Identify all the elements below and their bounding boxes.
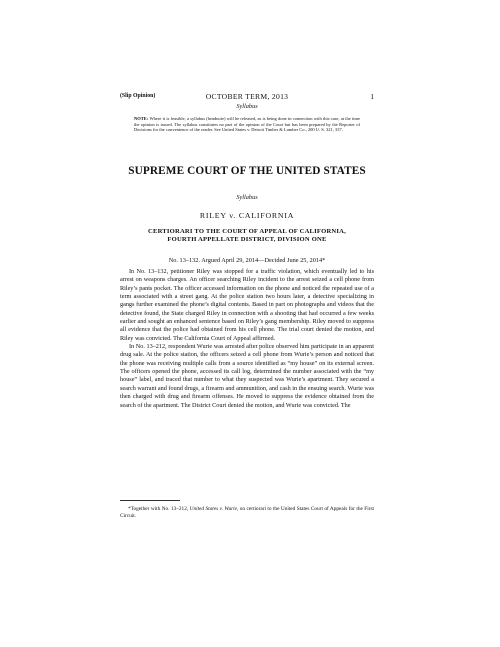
slip-opinion-label: (Slip Opinion) [120, 93, 156, 99]
note-text: Where it is feasible, a syllabus (headnote) will be released, as is being done in connection with this case, at the time the opinion is issued. The syllabus constitutes no part of the opinion of the Court but has been prepared by the Reporter of Decisions for the convenience of the reader. See United States v. Detroit Timber & Lumber Co., 200 U. S. 321, 337. [134, 116, 361, 133]
body-paragraph-riley: In No. 13–132, petitioner Riley was stopped for a traffic violation, which eventually led to his arrest on weapons charges. An officer searching Riley incident to the arrest seized a cell phone from Riley’s pants pocket. The officer accessed information on the phone and noticed the repeated use of a term associated with a street gang. At the police station two hours later, a detective specializing in gangs further examined the phone’s digital contents. Based in part on photographs and videos that the detective found, the State charged Riley in connection with a shooting that had occurred a few weeks earlier and sought an enhanced sentence based on Riley’s gang membership. Riley moved to suppress all evidence that the police had obtained from his cell phone. The trial court denied the motion, and Riley was convicted. The California Court of Appeal affirmed. [120, 268, 374, 342]
footnote [120, 506, 374, 520]
reporter-note [134, 116, 360, 133]
body-paragraph-wurie: In No. 13–212, respondent Wurie was arrested after police observed him participate in an apparent drug sale. At the police station, the officers seized a cell phone from Wurie’s person and noticed that the phone was receiving multiple calls from a source identified as “my house” on its external screen. The officers opened the phone, accessed its call log, determined the number associated with the “my house” label, and traced that number to what they suspected was Wurie’s apartment. They secured a search warrant and found drugs, a firearm and ammunition, and cash in the ensuing search. Wurie was then charged with drug and firearm offenses. He moved to suppress the evidence obtained from the search of the apartment. The District Court denied the motion, and Wurie was convicted. The [120, 343, 374, 409]
page-number: 1 [370, 92, 374, 101]
court-name: SUPREME COURT OF THE UNITED STATES [128, 165, 366, 177]
footnote-tail: , on certiorari to the United States Court of Appeals for the First Circuit. [120, 506, 375, 519]
footnote-lead: *Together with No. 13–212, [128, 506, 190, 512]
syllabus-heading-top: Syllabus [236, 103, 258, 110]
running-header [120, 92, 374, 102]
term-label: OCTOBER TERM, 2013 [205, 92, 289, 101]
syllabus-heading: Syllabus [236, 194, 258, 201]
footnote-case-name: United States v. Wurie [189, 506, 237, 512]
certiorari-line-1: CERTIORARI TO THE COURT OF APPEAL OF CALIFORNIA, [148, 228, 346, 235]
note-label: NOTE: [134, 116, 149, 121]
certiorari-heading [120, 228, 374, 245]
syllabus-body [120, 268, 374, 410]
case-title: RILEY v. CALIFORNIA [199, 211, 295, 220]
certiorari-line-2: FOURTH APPELLATE DISTRICT, DIVISION ONE [167, 236, 327, 244]
docket-line: No. 13–132. Argued April 29, 2014—Decided June 25, 2014* [168, 257, 326, 264]
footnote-divider [120, 500, 180, 501]
